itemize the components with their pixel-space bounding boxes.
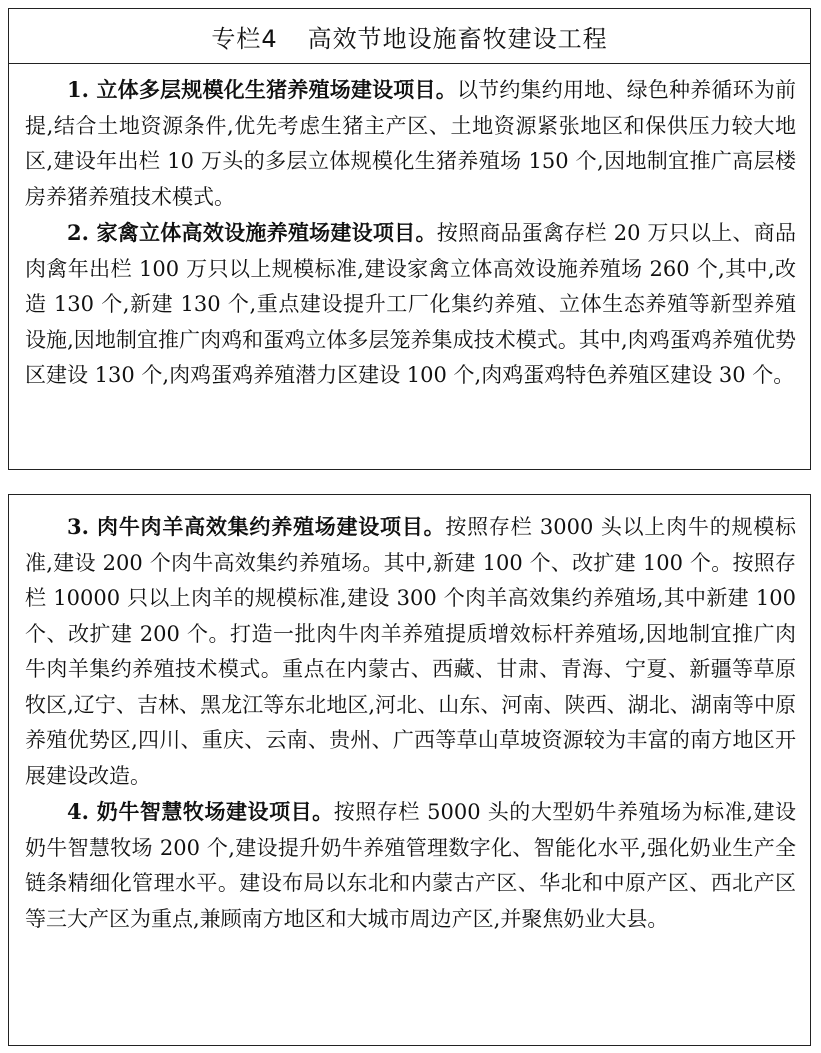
column-number: 专栏4 xyxy=(211,24,278,53)
project-item-3-heading: 3. 肉牛肉羊高效集约养殖场建设项目。 xyxy=(67,514,446,539)
project-item-3-body: 按照存栏 3000 头以上肉牛的规模标准,建设 200 个肉牛高效集约养殖场。其中,新建 100 个、改扩建 100 个。按照存栏 10000 只以上肉羊的规模标准,建设 300 个肉羊高效集约养殖场,其中新建 100 个、改扩建 200 个。打造一批肉牛肉羊养殖提质增效标杆养殖场,因地制宜推广肉牛肉羊集约养殖技术模式。重点在内蒙古、西藏、甘肃、青海、宁夏、新疆等草原牧区,辽宁、吉林、黑龙江等东北地区,河北、山东、河南、陕西、湖北、湖南等中原养殖优势区,四川、重庆、云南、贵州、广西等草山草坡资源较为丰富的南方地区开展建设改造。 xyxy=(25,515,797,788)
column-title xyxy=(9,9,810,64)
project-item-2 xyxy=(25,215,796,394)
project-item-2-body: 按照商品蛋禽存栏 20 万只以上、商品肉禽年出栏 100 万只以上规模标准,建设家禽立体高效设施养殖场 260 个,其中,改造 130 个,新建 130 个,重点建设提升工厂化集约养殖、立体生态养殖等新型养殖设施,因地制宜推广肉鸡和蛋鸡立体多层笼养集成技术模式。其中,肉鸡蛋鸡养殖优势区建设 130 个,肉鸡蛋鸡养殖潜力区建设 100 个,肉鸡蛋鸡特色养殖区建设 30 个。 xyxy=(25,221,797,387)
column-content xyxy=(9,64,810,394)
project-item-3 xyxy=(25,509,796,794)
column-title-text: 高效节地设施畜牧建设工程 xyxy=(307,24,608,53)
column-content-continued xyxy=(9,495,810,937)
project-item-1-body: 以节约集约用地、绿色种养循环为前提,结合土地资源条件,优先考虑生猪主产区、土地资源紧张地区和保供压力较大地区,建设年出栏 10 万头的多层立体规模化生猪养殖场 150 个,因地制宜推广高层楼房养猪养殖技术模式。 xyxy=(25,78,797,209)
column-box-2 xyxy=(8,494,811,1046)
project-item-2-heading: 2. 家禽立体高效设施养殖场建设项目。 xyxy=(67,220,437,245)
project-item-4-heading: 4. 奶牛智慧牧场建设项目。 xyxy=(67,799,334,824)
column-box-1 xyxy=(8,8,811,470)
project-item-4 xyxy=(25,794,796,937)
project-item-4-body: 按照存栏 5000 头的大型奶牛养殖场为标准,建设奶牛智慧牧场 200 个,建设提升奶牛养殖管理数字化、智能化水平,强化奶业生产全链条精细化管理水平。建设布局以东北和内蒙古产区、华北和中原产区、西北产区等三大产区为重点,兼顾南方地区和大城市周边产区,并聚焦奶业大县。 xyxy=(25,800,797,931)
project-item-1-heading: 1. 立体多层规模化生猪养殖场建设项目。 xyxy=(67,77,457,102)
project-item-1 xyxy=(25,72,796,215)
